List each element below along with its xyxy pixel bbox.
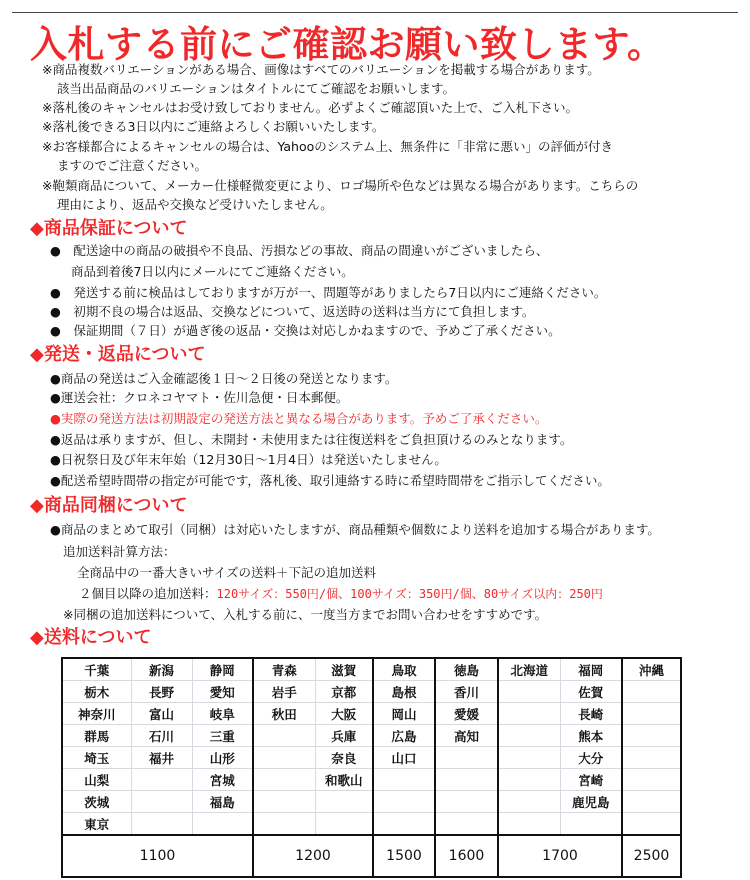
prefecture-cell: 三重 [192, 725, 253, 747]
page-title: 入札する前にご確認お願い致します。 [30, 23, 665, 66]
prefecture-cell [435, 813, 498, 836]
prefecture-cell: 山口 [373, 747, 435, 769]
prefecture-cell [622, 747, 681, 769]
prefecture-cell [560, 813, 622, 836]
prefecture-cell: 富山 [131, 703, 192, 725]
prefecture-cell: 大阪 [315, 703, 373, 725]
prefecture-cell: 鳥取 [373, 658, 435, 681]
prefecture-cell [373, 813, 435, 836]
prefecture-cell: 香川 [435, 681, 498, 703]
prefecture-cell [373, 769, 435, 791]
prefecture-cell: 高知 [435, 725, 498, 747]
note: ※落札後のキャンセルはお受け致しておりません。必ずよくご確認頂いた上で、ご入札下さい。 [42, 100, 578, 115]
prefecture-cell: 長野 [131, 681, 192, 703]
prefecture-cell [253, 769, 315, 791]
prefecture-cell [253, 791, 315, 813]
fee-amount: 1500 [373, 835, 435, 877]
prefecture-cell [315, 813, 373, 836]
warranty-line: ● 配送途中の商品の破損や不良品、汚損などの事故、商品の間違いがございましたら、 [50, 243, 549, 258]
fee-amount: 1600 [435, 835, 498, 877]
bundle-rates: 120サイズ：550円/個、100サイズ：350円/個、80サイズ以内：250円 [216, 587, 603, 601]
prefecture-cell [498, 703, 560, 725]
fee-table-row [62, 725, 681, 747]
fee-amount: 1700 [498, 835, 622, 877]
fee-table-row [62, 813, 681, 836]
note: ※お客様都合によるキャンセルの場合は、Yahooのシステム上、無条件に「非常に悪い」の評価が付き [42, 139, 614, 154]
prefecture-cell: 鹿児島 [560, 791, 622, 813]
shipping-line: ●運送会社：クロネコヤマト・佐川急便・日本郵便。 [50, 390, 349, 405]
prefecture-cell: 山梨 [62, 769, 131, 791]
shipping-line: ●日祝祭日及び年末年始（12月30日～1月4日）は発送いたしません。 [50, 452, 447, 467]
prefecture-cell: 滋賀 [315, 658, 373, 681]
prefecture-cell: 青森 [253, 658, 315, 681]
fee-table-row [62, 791, 681, 813]
bundle-line: ●商品のまとめて取引（同梱）は対応いたしますが、商品種類や個数により送料を追加する場合があります。 [50, 522, 660, 537]
fee-totals-row [62, 835, 681, 877]
fee-table-row [62, 769, 681, 791]
warranty-heading: ◆商品保証について [30, 218, 188, 239]
prefecture-cell: 愛知 [192, 681, 253, 703]
prefecture-cell: 新潟 [131, 658, 192, 681]
prefecture-cell [498, 769, 560, 791]
prefecture-cell: 福岡 [560, 658, 622, 681]
prefecture-cell [192, 813, 253, 836]
prefecture-cell [435, 791, 498, 813]
prefecture-cell: 群馬 [62, 725, 131, 747]
prefecture-cell: 岡山 [373, 703, 435, 725]
prefecture-cell [373, 791, 435, 813]
prefecture-cell: 宮崎 [560, 769, 622, 791]
prefecture-cell: 広島 [373, 725, 435, 747]
prefecture-cell: 長崎 [560, 703, 622, 725]
bundle-rates-line [79, 586, 603, 602]
prefecture-cell: 神奈川 [62, 703, 131, 725]
fees-heading: ◆送料について [30, 627, 152, 648]
prefecture-cell: 山形 [192, 747, 253, 769]
note: 理由により、返品や交換など受けいたしません。 [57, 197, 333, 212]
prefecture-cell [253, 725, 315, 747]
fee-table-row [62, 658, 681, 681]
prefecture-cell [253, 813, 315, 836]
bundle-line: 全商品中の一番大きいサイズの送料＋下記の追加送料 [77, 565, 377, 580]
note: ますのでご注意ください。 [57, 158, 208, 173]
prefecture-cell: 京都 [315, 681, 373, 703]
prefecture-cell: 栃木 [62, 681, 131, 703]
prefecture-cell: 和歌山 [315, 769, 373, 791]
prefecture-cell [315, 791, 373, 813]
top-divider [12, 12, 738, 13]
note: ※商品複数バリエーションがある場合、画像はすべてのバリエーションを掲載する場合があります。 [42, 62, 600, 77]
shipping-line: ●配送希望時間帯の指定が可能です，落札後、取引連絡する時に希望時間帯をご指示してください。 [50, 473, 610, 488]
prefecture-cell: 大分 [560, 747, 622, 769]
prefecture-cell: 福島 [192, 791, 253, 813]
prefecture-cell [622, 681, 681, 703]
prefecture-cell [622, 703, 681, 725]
bundle-heading: ◆商品同梱について [30, 495, 188, 516]
prefecture-cell: 千葉 [62, 658, 131, 681]
prefecture-cell [435, 747, 498, 769]
prefecture-cell: 東京 [62, 813, 131, 836]
prefecture-cell: 佐賀 [560, 681, 622, 703]
prefecture-cell: 奈良 [315, 747, 373, 769]
fee-amount: 1200 [253, 835, 373, 877]
fee-amount: 1100 [62, 835, 253, 877]
prefecture-cell: 北海道 [498, 658, 560, 681]
prefecture-cell: 秋田 [253, 703, 315, 725]
prefecture-cell: 沖縄 [622, 658, 681, 681]
bundle-line: 追加送料計算方法： [63, 544, 176, 559]
prefecture-cell [498, 791, 560, 813]
prefecture-cell: 兵庫 [315, 725, 373, 747]
prefecture-cell [498, 725, 560, 747]
note: ※鞄類商品について、メーカー仕様軽微変更により、ロゴ場所や色などは異なる場合があります。こちらの [42, 178, 639, 193]
fee-table-row [62, 747, 681, 769]
prefecture-cell: 石川 [131, 725, 192, 747]
warranty-line: ● 発送する前に検品はしておりますが万が一、問題等がありましたら7日以内にご連絡ください。 [50, 285, 607, 300]
fee-table-row [62, 681, 681, 703]
shipping-line: ●商品の発送はご入金確認後１日～２日後の発送となります。 [50, 371, 398, 386]
bundle-rates-label: ２個目以降の追加送料： [79, 586, 217, 601]
note: ※落札後できる3日以内にご連絡よろしくお願いいたします。 [42, 119, 385, 134]
prefecture-cell [622, 791, 681, 813]
prefecture-cell [622, 725, 681, 747]
shipping-line: ●返品は承りますが、但し、未開封・未使用または往復送料をご負担頂けるのみとなります。 [50, 432, 573, 447]
prefecture-cell: 埼玉 [62, 747, 131, 769]
prefecture-cell: 島根 [373, 681, 435, 703]
note: 該当出品商品のバリエーションはタイトルにてご確認をお願いします。 [57, 81, 456, 96]
prefecture-cell: 岩手 [253, 681, 315, 703]
warranty-line: ● 初期不良の場合は返品、交換などについて、返送時の送料は当方にて負担します。 [50, 304, 535, 319]
prefecture-cell: 静岡 [192, 658, 253, 681]
warranty-line: 商品到着後7日以内にメールにてご連絡ください。 [71, 264, 354, 279]
prefecture-cell [498, 747, 560, 769]
prefecture-cell: 宮城 [192, 769, 253, 791]
fee-table-row [62, 703, 681, 725]
prefecture-cell: 愛媛 [435, 703, 498, 725]
prefecture-cell [498, 813, 560, 836]
prefecture-cell: 徳島 [435, 658, 498, 681]
prefecture-cell [622, 769, 681, 791]
prefecture-cell [435, 769, 498, 791]
prefecture-cell: 茨城 [62, 791, 131, 813]
prefecture-cell: 熊本 [560, 725, 622, 747]
prefecture-cell [498, 681, 560, 703]
shipping-fee-table [61, 657, 682, 878]
prefecture-cell [131, 769, 192, 791]
fee-amount: 2500 [622, 835, 681, 877]
prefecture-cell [131, 813, 192, 836]
shipping-heading: ◆発送・返品について [30, 344, 206, 365]
prefecture-cell [622, 813, 681, 836]
shipping-warning: ●実際の発送方法は初期設定の発送方法と異なる場合があります。予めご了承ください。 [50, 411, 548, 426]
prefecture-cell: 岐阜 [192, 703, 253, 725]
prefecture-cell [253, 747, 315, 769]
warranty-line: ● 保証期間（７日）が過ぎ後の返品・交換は対応しかねますので、予めご了承ください。 [50, 323, 561, 338]
bundle-line: ※同梱の追加送料について、入札する前に、一度当方までお問い合わせをすすめです。 [63, 607, 548, 622]
prefecture-cell: 福井 [131, 747, 192, 769]
prefecture-cell [131, 791, 192, 813]
